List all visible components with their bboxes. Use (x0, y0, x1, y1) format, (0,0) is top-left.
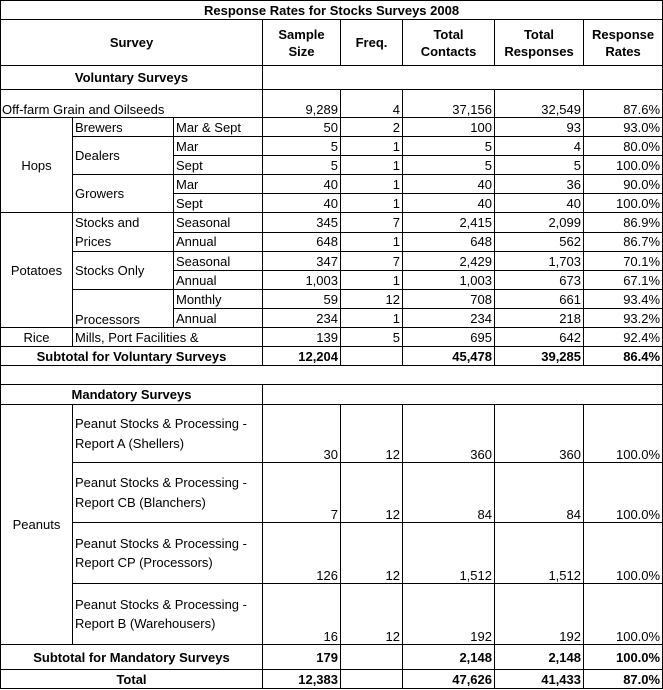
cell-period: Seasonal (174, 252, 263, 271)
table-row (1, 90, 663, 118)
total-row (1, 670, 663, 689)
cell-period: Monthly (174, 290, 263, 309)
cell-period: Seasonal (174, 213, 263, 233)
cell-freq: 1 (341, 309, 403, 328)
cell-freq: 1 (341, 137, 403, 156)
cell-rate: 70.1% (584, 252, 663, 271)
cell-contacts: 5 (403, 137, 495, 156)
header-total-responses: Total Responses (495, 20, 584, 66)
table-row (1, 290, 663, 309)
row-label: Peanut Stocks & Processing - Report CB (Blanchers) (73, 463, 263, 523)
cell-rate: 93.0% (584, 118, 663, 137)
cell-period: Annual (174, 232, 263, 252)
cell-sample: 40 (263, 194, 341, 213)
cell-freq: 5 (341, 328, 403, 347)
cell-responses: 93 (495, 118, 584, 137)
cell-period: Mar (174, 137, 263, 156)
cell-responses: 4 (495, 137, 584, 156)
cell-responses: 84 (495, 463, 584, 523)
sub-dealers: Dealers (73, 137, 174, 175)
table-row (1, 405, 663, 463)
header-freq: Freq. (341, 20, 403, 66)
cell-freq: 12 (341, 405, 403, 463)
cell-responses: 40 (495, 194, 584, 213)
cell-responses: 39,285 (495, 347, 584, 366)
cell-freq: 1 (341, 232, 403, 252)
row-label: Off-farm Grain and Oilseeds (1, 90, 263, 118)
cell-period: Sept (174, 194, 263, 213)
cell-sample: 5 (263, 156, 341, 175)
cell-sample: 12,383 (263, 670, 341, 689)
cell-responses: 1,703 (495, 252, 584, 271)
cell-responses: 642 (495, 328, 584, 347)
cell-freq: 12 (341, 584, 403, 645)
cell-contacts: 100 (403, 118, 495, 137)
cell-responses: 218 (495, 309, 584, 328)
cell-sample: 1,003 (263, 271, 341, 290)
cell-sample: 5 (263, 137, 341, 156)
cell-responses: 360 (495, 405, 584, 463)
cell-contacts: 234 (403, 309, 495, 328)
cell-responses: 32,549 (495, 90, 584, 118)
sub-stocks-only: Stocks Only (73, 252, 174, 290)
cell-responses: 36 (495, 175, 584, 194)
sub-brewers: Brewers (73, 118, 174, 137)
cell-rate: 86.4% (584, 347, 663, 366)
total-label: Total (1, 670, 263, 689)
cell-responses: 41,433 (495, 670, 584, 689)
voluntary-subtotal-row (1, 347, 663, 366)
cell-contacts: 192 (403, 584, 495, 645)
cell-sample: 345 (263, 213, 341, 233)
table-row (1, 252, 663, 271)
cell-contacts: 648 (403, 232, 495, 252)
cell-rate: 93.4% (584, 290, 663, 309)
cell-sample: 59 (263, 290, 341, 309)
group-potatoes: Potatoes (1, 213, 73, 328)
cell-rate: 87.6% (584, 90, 663, 118)
cell-rate: 80.0% (584, 137, 663, 156)
cell-rate: 90.0% (584, 175, 663, 194)
subtotal-label: Subtotal for Mandatory Surveys (1, 645, 263, 670)
cell-rate: 87.0% (584, 670, 663, 689)
group-rice: Rice (1, 328, 73, 347)
cell-contacts: 2,429 (403, 252, 495, 271)
cell-rate: 67.1% (584, 271, 663, 290)
cell-sample: 126 (263, 523, 341, 584)
cell-contacts: 1,003 (403, 271, 495, 290)
cell-sample: 16 (263, 584, 341, 645)
cell-freq: 12 (341, 463, 403, 523)
cell-rate: 100.0% (584, 405, 663, 463)
table-title: Response Rates for Stocks Surveys 2008 (1, 1, 663, 20)
cell-rate: 100.0% (584, 523, 663, 584)
cell-sample: 179 (263, 645, 341, 670)
header-sample-size: Sample Size (263, 20, 341, 66)
table-row (1, 213, 663, 233)
voluntary-heading: Voluntary Surveys (1, 66, 263, 90)
cell-contacts: 5 (403, 156, 495, 175)
table-row (1, 463, 663, 523)
group-hops: Hops (1, 118, 73, 213)
table-row (1, 328, 663, 347)
cell-period: Mar (174, 175, 263, 194)
cell-contacts: 708 (403, 290, 495, 309)
cell-rate: 100.0% (584, 584, 663, 645)
cell-rate: 86.7% (584, 232, 663, 252)
sub-rice: Mills, Port Facilities & (73, 328, 263, 347)
table-row (1, 118, 663, 137)
mandatory-heading: Mandatory Surveys (1, 385, 263, 405)
cell-sample: 139 (263, 328, 341, 347)
table-row (1, 175, 663, 194)
cell-sample: 9,289 (263, 90, 341, 118)
cell-sample: 234 (263, 309, 341, 328)
cell-rate: 100.0% (584, 194, 663, 213)
mandatory-subtotal-row (1, 645, 663, 670)
cell-period: Mar & Sept (174, 118, 263, 137)
cell-contacts: 360 (403, 405, 495, 463)
cell-sample: 347 (263, 252, 341, 271)
table-row (1, 137, 663, 156)
cell-responses: 1,512 (495, 523, 584, 584)
cell-rate: 93.2% (584, 309, 663, 328)
header-survey: Survey (1, 20, 263, 66)
spacer-row (1, 366, 663, 385)
cell-contacts: 84 (403, 463, 495, 523)
cell-freq: 1 (341, 175, 403, 194)
cell-rate: 100.0% (584, 645, 663, 670)
cell-sample: 40 (263, 175, 341, 194)
cell-responses: 5 (495, 156, 584, 175)
cell-responses: 562 (495, 232, 584, 252)
cell-freq: 4 (341, 90, 403, 118)
table-row (1, 523, 663, 584)
sub-growers: Growers (73, 175, 174, 213)
cell-responses: 661 (495, 290, 584, 309)
cell-contacts: 47,626 (403, 670, 495, 689)
cell-freq: 1 (341, 156, 403, 175)
cell-responses: 192 (495, 584, 584, 645)
cell-freq: 1 (341, 194, 403, 213)
subtotal-label: Subtotal for Voluntary Surveys (1, 347, 263, 366)
cell-contacts: 40 (403, 194, 495, 213)
cell-rate: 92.4% (584, 328, 663, 347)
sub-stocks-prices: Stocks and Prices (73, 213, 174, 252)
cell-freq: 7 (341, 213, 403, 233)
cell-sample: 7 (263, 463, 341, 523)
cell-sample: 12,204 (263, 347, 341, 366)
header-total-contacts: Total Contacts (403, 20, 495, 66)
cell-contacts: 695 (403, 328, 495, 347)
cell-sample: 648 (263, 232, 341, 252)
cell-rate: 100.0% (584, 463, 663, 523)
cell-responses: 2,148 (495, 645, 584, 670)
cell-freq: 1 (341, 271, 403, 290)
group-peanuts: Peanuts (1, 405, 73, 645)
cell-period: Sept (174, 156, 263, 175)
cell-freq: 2 (341, 118, 403, 137)
cell-period: Annual (174, 271, 263, 290)
cell-rate: 100.0% (584, 156, 663, 175)
cell-sample: 50 (263, 118, 341, 137)
row-label: Peanut Stocks & Processing - Report A (Shellers) (73, 405, 263, 463)
cell-freq: 12 (341, 290, 403, 309)
cell-freq: 12 (341, 523, 403, 584)
cell-period: Annual (174, 309, 263, 328)
cell-contacts: 2,415 (403, 213, 495, 233)
cell-sample: 30 (263, 405, 341, 463)
cell-contacts: 37,156 (403, 90, 495, 118)
cell-contacts: 2,148 (403, 645, 495, 670)
cell-freq: 7 (341, 252, 403, 271)
cell-responses: 673 (495, 271, 584, 290)
sub-processors: Processors (73, 290, 174, 328)
cell-rate: 86.9% (584, 213, 663, 233)
row-label: Peanut Stocks & Processing - Report B (Warehousers) (73, 584, 263, 645)
row-label: Peanut Stocks & Processing - Report CP (Processors) (73, 523, 263, 584)
cell-contacts: 45,478 (403, 347, 495, 366)
cell-contacts: 40 (403, 175, 495, 194)
cell-contacts: 1,512 (403, 523, 495, 584)
table-row (1, 584, 663, 645)
header-response-rates: Response Rates (584, 20, 663, 66)
cell-responses: 2,099 (495, 213, 584, 233)
